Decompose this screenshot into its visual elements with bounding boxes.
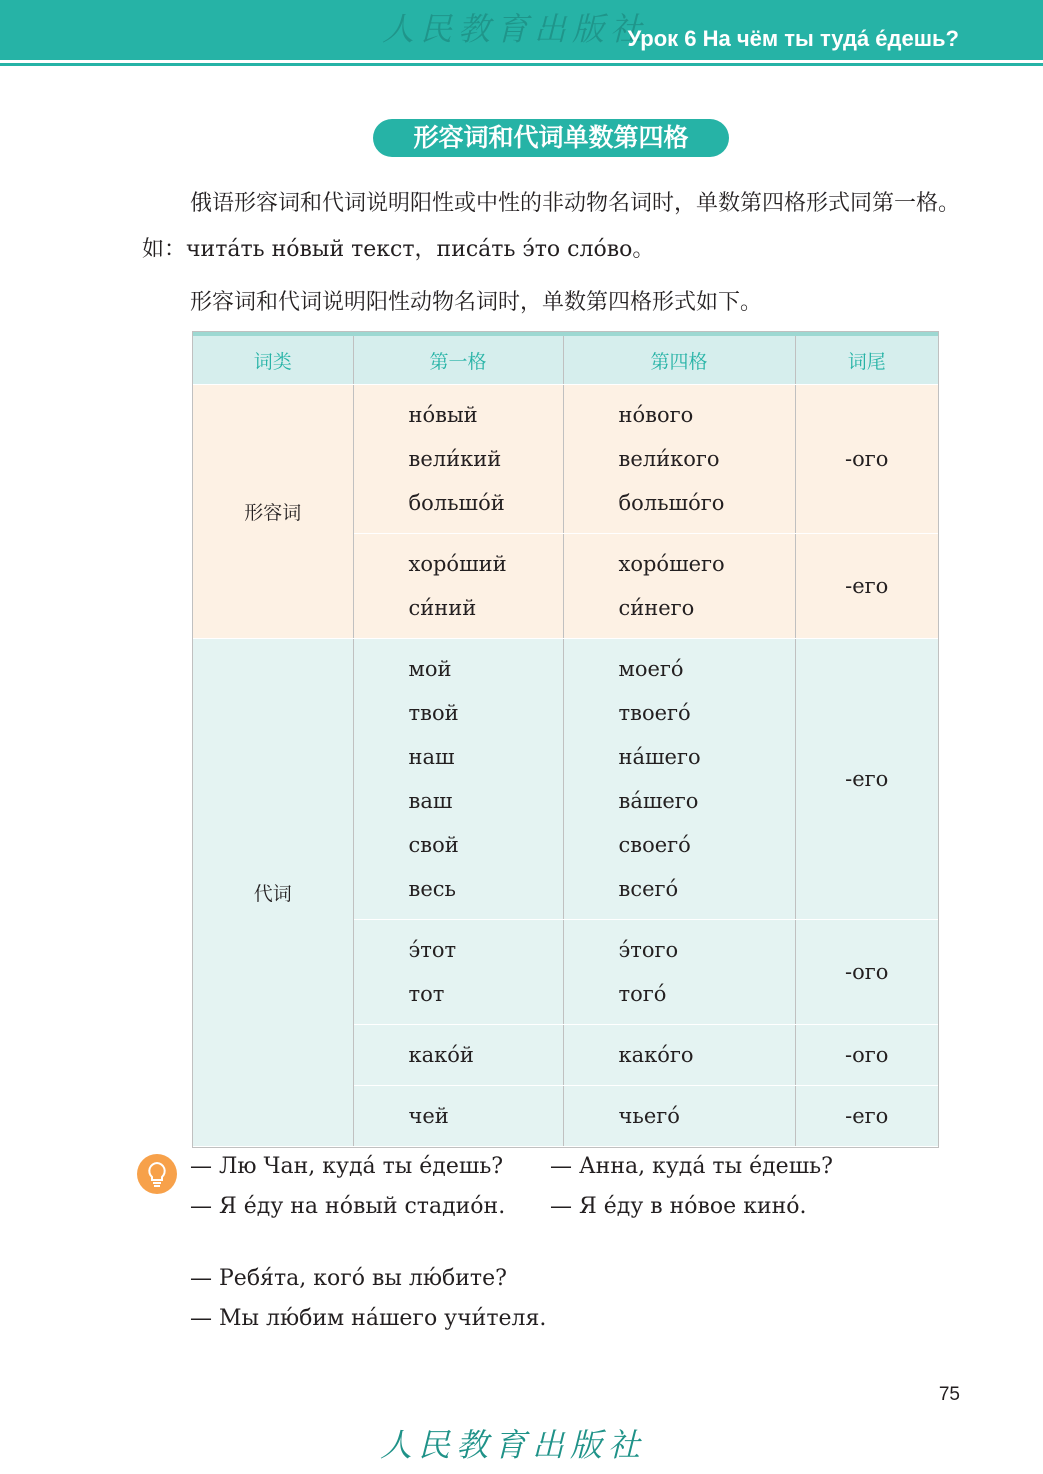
table-row — [193, 385, 938, 534]
word: э́тот — [408, 938, 457, 962]
ending-cell: -ого — [795, 1025, 938, 1086]
nominative-cell — [353, 639, 563, 920]
dialog-line: — Я е́ду в но́вое кино́. — [550, 1194, 807, 1219]
word: твоего́ — [618, 701, 691, 725]
word: чьего́ — [618, 1104, 680, 1128]
word: наш — [408, 745, 455, 769]
lesson-title: Урок 6 На чём ты туда́ е́дешь? — [627, 26, 959, 51]
header-nominative: 第一格 — [353, 334, 563, 385]
word: моего́ — [618, 657, 684, 681]
table-row — [193, 639, 938, 920]
header-ending: 词尾 — [795, 334, 938, 385]
footer-publisher-logo: 人民教育出版社 — [380, 1426, 647, 1464]
word: того́ — [618, 982, 667, 1006]
word: всего́ — [618, 877, 679, 901]
word: на́шего — [618, 745, 701, 769]
nominative-cell — [353, 1025, 563, 1086]
header-word-class: 词类 — [193, 334, 353, 385]
word: но́вого — [618, 403, 694, 427]
word: хоро́шего — [618, 552, 725, 576]
word: како́й — [408, 1043, 474, 1067]
accusative-cell — [563, 1025, 795, 1086]
ending-cell: -ого — [795, 385, 938, 534]
word: свой — [408, 833, 459, 857]
word: своего́ — [618, 833, 691, 857]
accusative-cell — [563, 639, 795, 920]
word: како́го — [618, 1043, 694, 1067]
dialog-line: — Я е́ду на но́вый стадио́н. — [190, 1194, 506, 1219]
dialog-line: — Лю Чан, куда́ ты е́дешь? — [190, 1154, 504, 1179]
ending-cell: -его — [795, 639, 938, 920]
header-rule — [0, 63, 1043, 66]
accusative-cell — [563, 534, 795, 639]
lightbulb-icon — [137, 1154, 177, 1194]
publisher-logo: 人民教育出版社 — [382, 10, 649, 48]
word: ва́шего — [618, 789, 699, 813]
paragraph-2: 形容词和代词说明阳性动物名词时，单数第四格形式如下。 — [190, 290, 763, 315]
word: ваш — [408, 789, 453, 813]
word: си́него — [618, 596, 695, 620]
table-header-row — [193, 334, 938, 385]
accusative-cell — [563, 1086, 795, 1147]
category-pronoun: 代词 — [193, 639, 353, 1147]
dialog-left — [190, 1147, 505, 1227]
nominative-cell — [353, 385, 563, 534]
dialog-line: — Ребя́та, кого́ вы лю́бите? — [190, 1266, 507, 1291]
nominative-cell — [353, 920, 563, 1025]
word: тот — [408, 982, 445, 1006]
word: мой — [408, 657, 452, 681]
word: весь — [408, 877, 456, 901]
dialog-line: — Мы лю́бим на́шего учи́теля. — [190, 1306, 547, 1331]
ending-cell: -его — [795, 534, 938, 639]
word: большо́й — [408, 491, 505, 515]
accusative-cell — [563, 920, 795, 1025]
word: си́ний — [408, 596, 477, 620]
word: вели́кого — [618, 447, 720, 471]
category-adjective: 形容词 — [193, 385, 353, 639]
paragraph-1: 俄语形容词和代词说明阳性或中性的非动物名词时，单数第四格形式同第一格。如：чита́ть но́вый текст，писа́ть э́то сло́во。 — [142, 191, 961, 262]
accusative-cell — [563, 385, 795, 534]
dialog-line: — Анна, куда́ ты е́дешь? — [550, 1154, 833, 1179]
declension-table — [193, 332, 938, 1147]
ending-cell: -ого — [795, 920, 938, 1025]
word: чей — [408, 1104, 449, 1128]
nominative-cell — [353, 1086, 563, 1147]
word: вели́кий — [408, 447, 502, 471]
word: хоро́ший — [408, 552, 507, 576]
ending-cell: -его — [795, 1086, 938, 1147]
page-number: 75 — [938, 1384, 960, 1405]
word: э́того — [618, 938, 679, 962]
word: твой — [408, 701, 459, 725]
dialog-bottom — [190, 1259, 546, 1339]
dialog-right — [550, 1147, 833, 1227]
word: большо́го — [618, 491, 725, 515]
header-accusative: 第四格 — [563, 334, 795, 385]
word: но́вый — [408, 403, 478, 427]
section-title: 形容词和代词单数第四格 — [373, 119, 729, 157]
nominative-cell — [353, 534, 563, 639]
